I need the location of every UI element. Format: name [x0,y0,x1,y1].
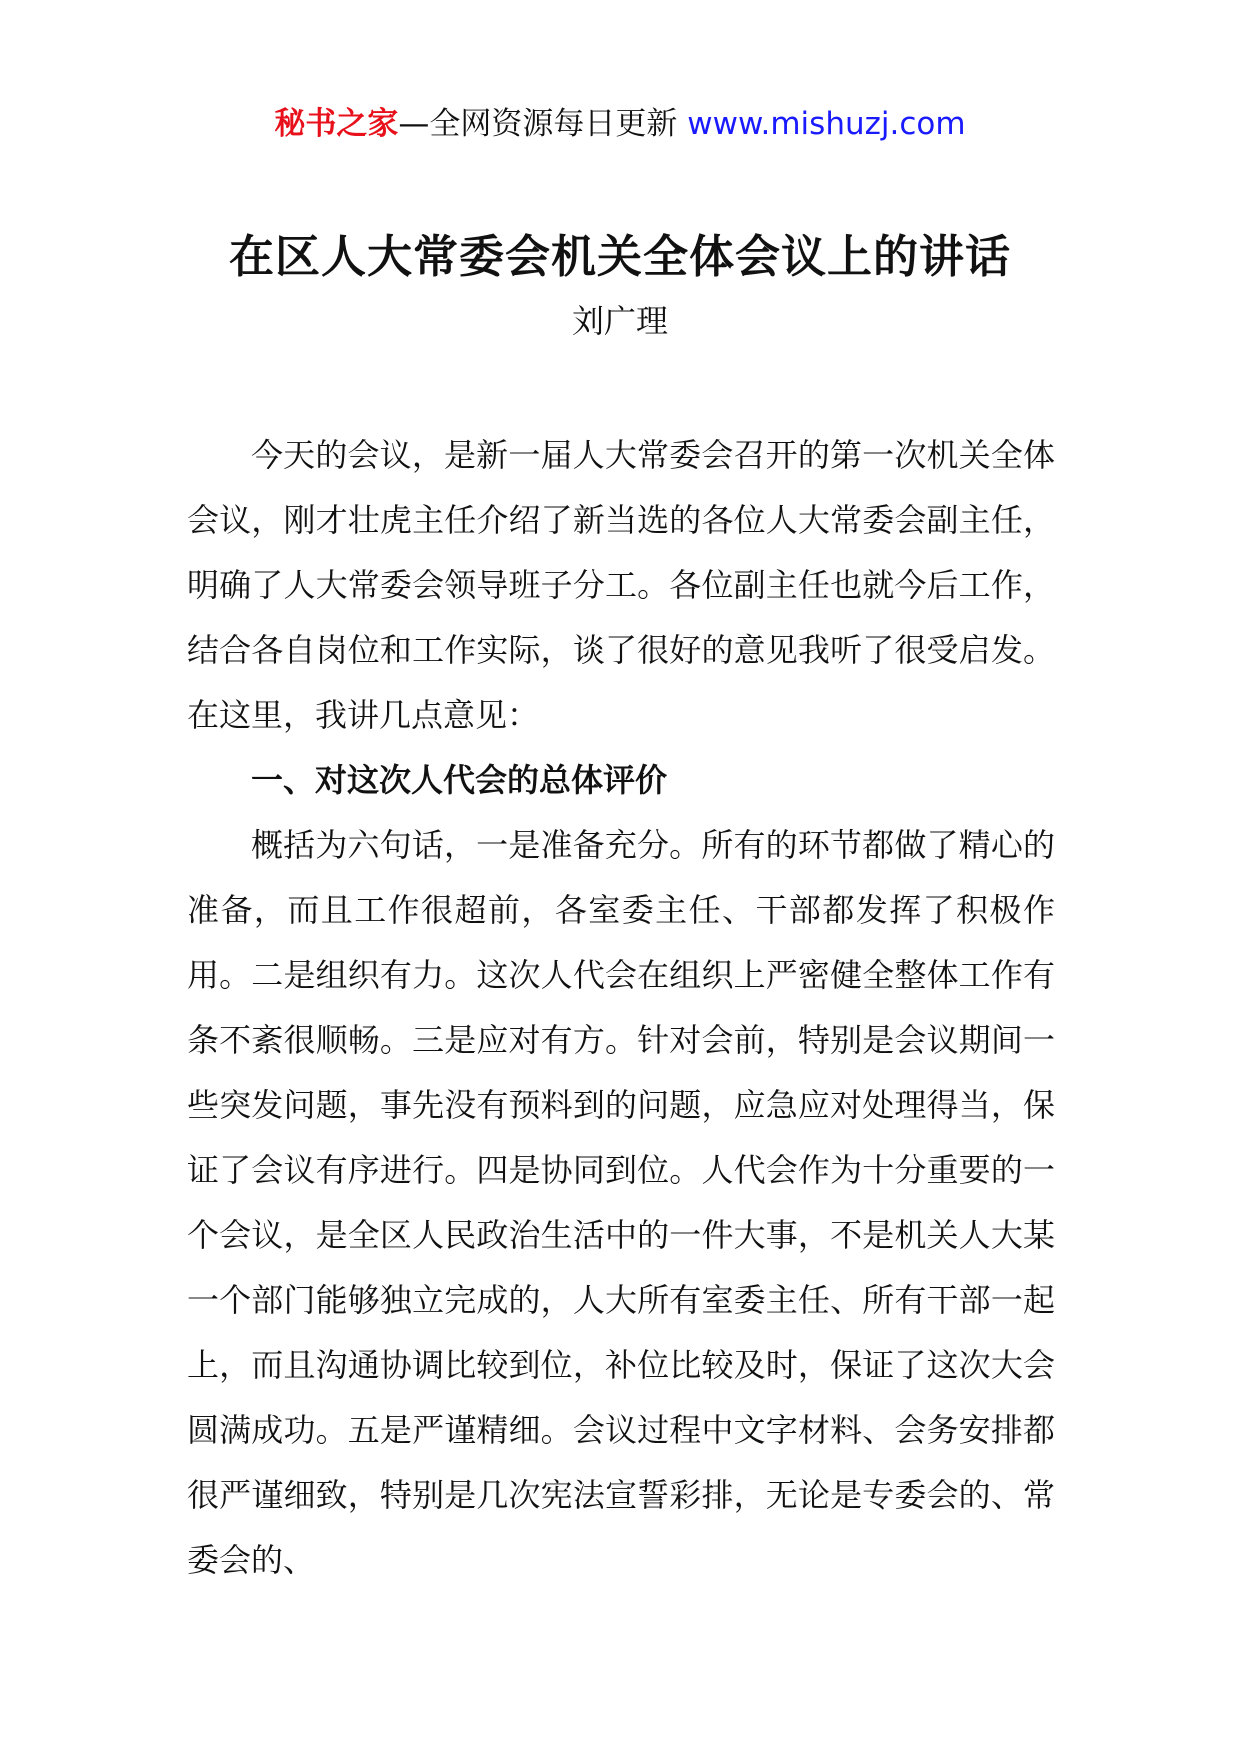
paragraph-intro: 今天的会议，是新一届人大常委会召开的第一次机关全体会议，刚才壮虎主任介绍了新当选的各位人大常委会副主任，明确了人大常委会领导班子分工。各位副主任也就今后工作，结合各自岗位和工作实际，谈了很好的意见我听了很受启发。在这里，我讲几点意见： [187,436,1055,734]
section-heading-1: 一、对这次人代会的总体评价 [251,761,668,799]
site-name: 秘书之家 [274,106,399,142]
document-author: 刘广理 [571,302,668,340]
document-title: 在区人大常委会机关全体会议上的讲话 [228,230,1011,283]
site-slogan: —全网资源每日更新 [398,106,688,142]
document-body [187,423,1055,1593]
site-url-link[interactable]: www.mishuzj.com [687,106,966,142]
paragraph-evaluation: 概括为六句话，一是准备充分。所有的环节都做了精心的准备，而且工作很超前，各室委主任、干部都发挥了积极作用。二是组织有力。这次人代会在组织上严密健全整体工作有条不紊很顺畅。三是应对有方。针对会前，特别是会议期间一些突发问题，事先没有预料到的问题，应急应对处理得当，保证了会议有序进行。四是协同到位。人代会作为十分重要的一个会议，是全区人民政治生活中的一件大事，不是机关人大某一个部门能够独立完成的，人大所有室委主任、所有干部一起上，而且沟通协调比较到位，补位比较及时，保证了这次大会圆满成功。五是严谨精细。会议过程中文字材料、会务安排都很严谨细致，特别是几次宪法宣誓彩排，无论是专委会的、常委会的、 [187,826,1055,1579]
site-header [0,96,1240,152]
